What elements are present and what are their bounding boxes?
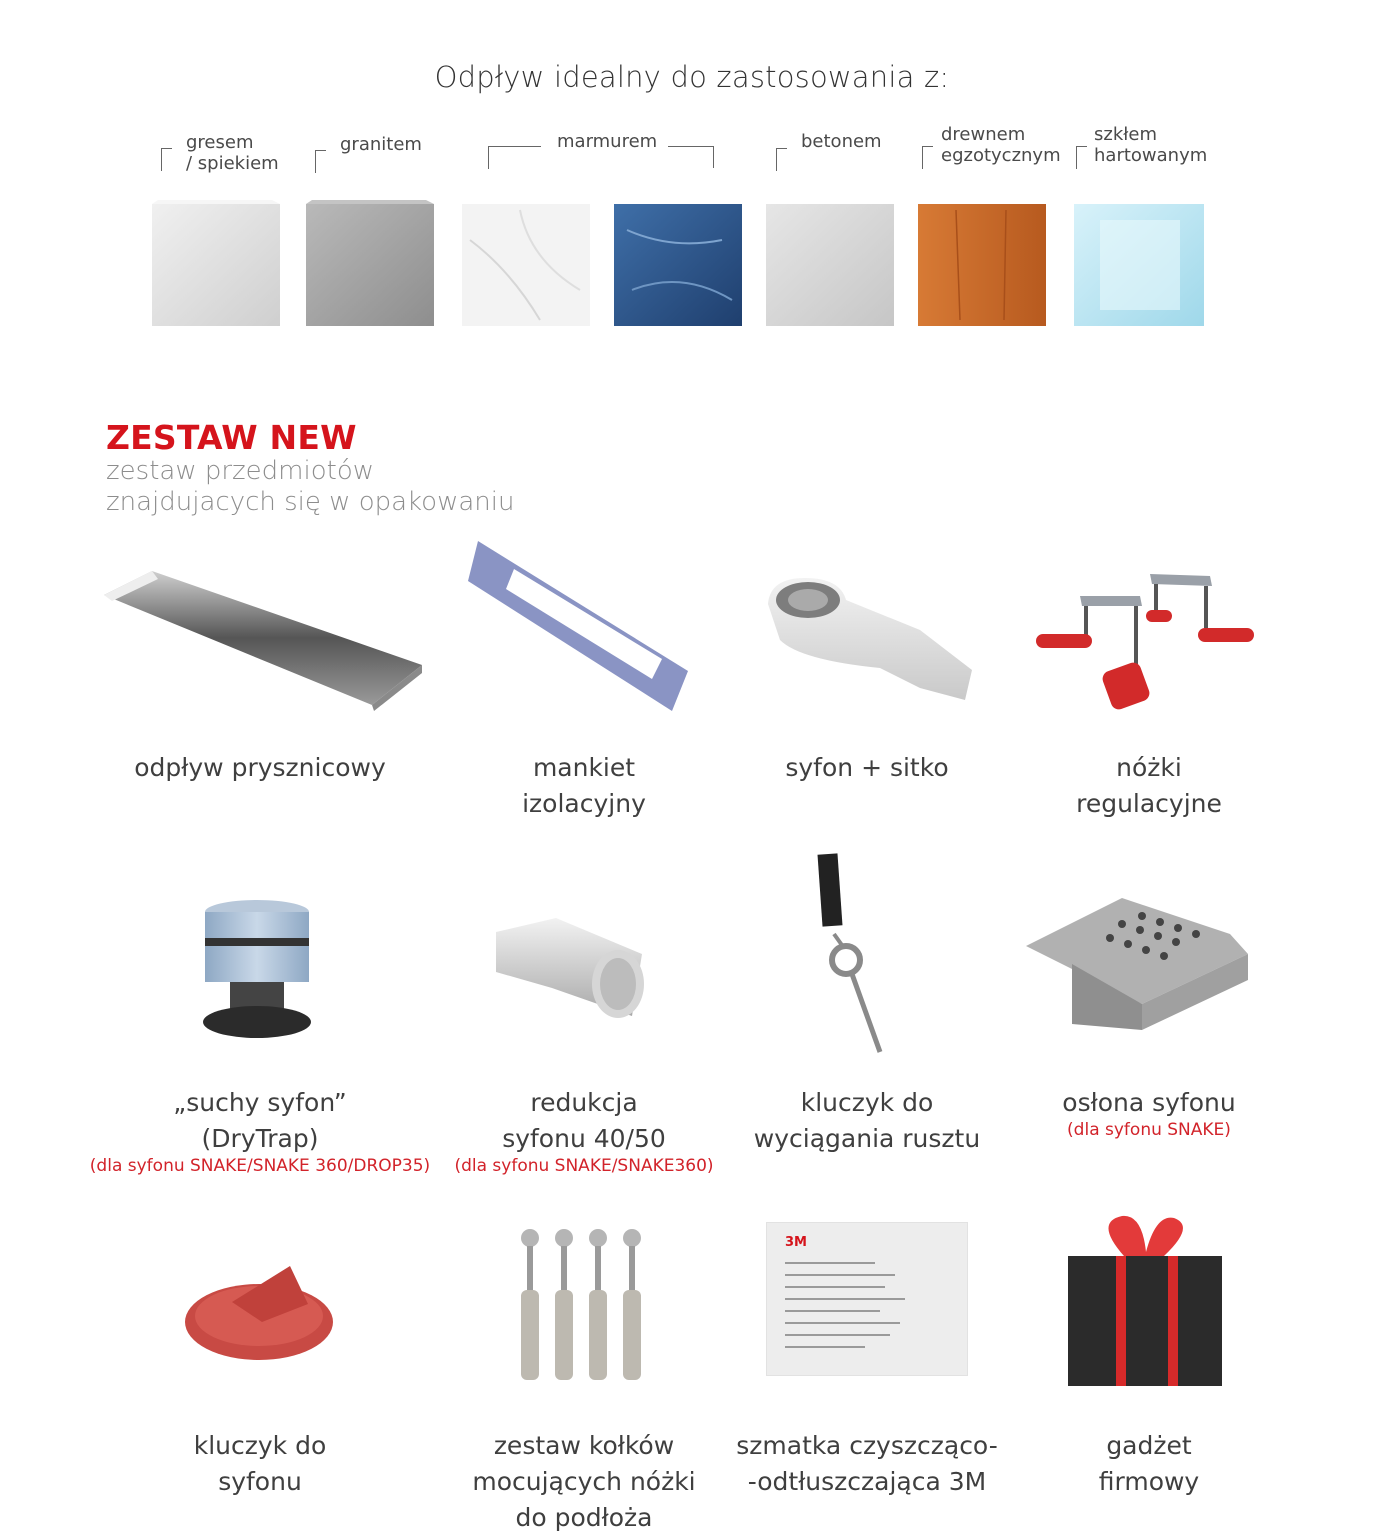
item-note-dry-trap: (dla syfonu SNAKE/SNAKE 360/DROP35) [89, 1156, 431, 1176]
gift-box-image [1064, 1212, 1226, 1390]
item-note-siphon-cover: (dla syfonu SNAKE) [1067, 1120, 1231, 1140]
label-bracket [922, 146, 933, 169]
grate-key-image [808, 852, 890, 1056]
siphon-cover-image [1022, 894, 1264, 1034]
siphon-image [760, 570, 976, 706]
label-bracket [315, 150, 326, 173]
page-title: Odpływ idealny do zastosowania z: [434, 60, 950, 94]
label-bracket [161, 148, 172, 171]
item-label-grate-key: kluczyk do wyciągania rusztu [753, 1088, 981, 1153]
label-bracket-end [713, 146, 714, 168]
item-label-siphon: syfon + sitko [785, 753, 949, 782]
item-label-shower-drain: odpływ prysznicowy [134, 753, 386, 782]
item-label-reducer: redukcja syfonu 40/50 [502, 1088, 666, 1153]
item-label-gadget: gadżet firmowy [1098, 1431, 1200, 1496]
wall-plugs-image [512, 1228, 656, 1384]
item-note-reducer: (dla syfonu SNAKE/SNAKE360) [454, 1156, 714, 1176]
reducer-image [492, 908, 652, 1022]
marble-white-block-image [460, 200, 594, 330]
item-label-insulation-collar: mankiet izolacyjny [522, 753, 646, 818]
item-label-cleaning-cloth: szmatka czyszcząco- -odtłuszczająca 3M [736, 1431, 998, 1496]
label-bracket [1076, 146, 1087, 169]
glass-block-image [1070, 200, 1208, 330]
marble-blue-block-image [612, 200, 746, 330]
item-label-legs: nóżki regulacyjne [1076, 753, 1222, 818]
item-label-dry-trap: „suchy syfon” (DryTrap) [173, 1088, 347, 1153]
cleaning-cloth-image [766, 1222, 968, 1376]
adjustable-legs-image [1032, 566, 1258, 712]
item-label-siphon-key: kluczyk do syfonu [193, 1431, 327, 1496]
concrete-block-image [764, 200, 898, 330]
material-label-drewno: drewnem egzotycznym [941, 124, 1061, 166]
label-bracket-line [668, 146, 713, 147]
material-label-gres: gresem / spiekiem [186, 132, 279, 174]
cloth-text-lines [785, 1257, 945, 1367]
material-label-szklo: szkłem hartowanym [1094, 124, 1208, 166]
kit-title: ZESTAW NEW [106, 418, 357, 457]
label-bracket [488, 146, 541, 169]
gres-block-image [150, 200, 284, 330]
dry-trap-image [200, 898, 314, 1044]
material-label-beton: betonem [801, 131, 882, 152]
item-label-siphon-cover: osłona syfonu [1062, 1088, 1236, 1117]
siphon-key-image [182, 1262, 336, 1366]
wood-block-image [916, 200, 1050, 330]
shower-drain-image [102, 565, 424, 715]
granite-block-image [304, 200, 438, 330]
label-bracket [776, 148, 787, 171]
material-label-marmur: marmurem [557, 131, 658, 152]
material-label-granit: granitem [340, 134, 422, 155]
kit-subtitle: zestaw przedmiotów znajdujacych się w opakowaniu [106, 456, 515, 517]
3m-logo: 3M [785, 1235, 807, 1250]
item-label-wall-plugs: zestaw kołków mocujących nóżki do podłoża [472, 1431, 696, 1532]
insulation-collar-image [462, 535, 694, 717]
